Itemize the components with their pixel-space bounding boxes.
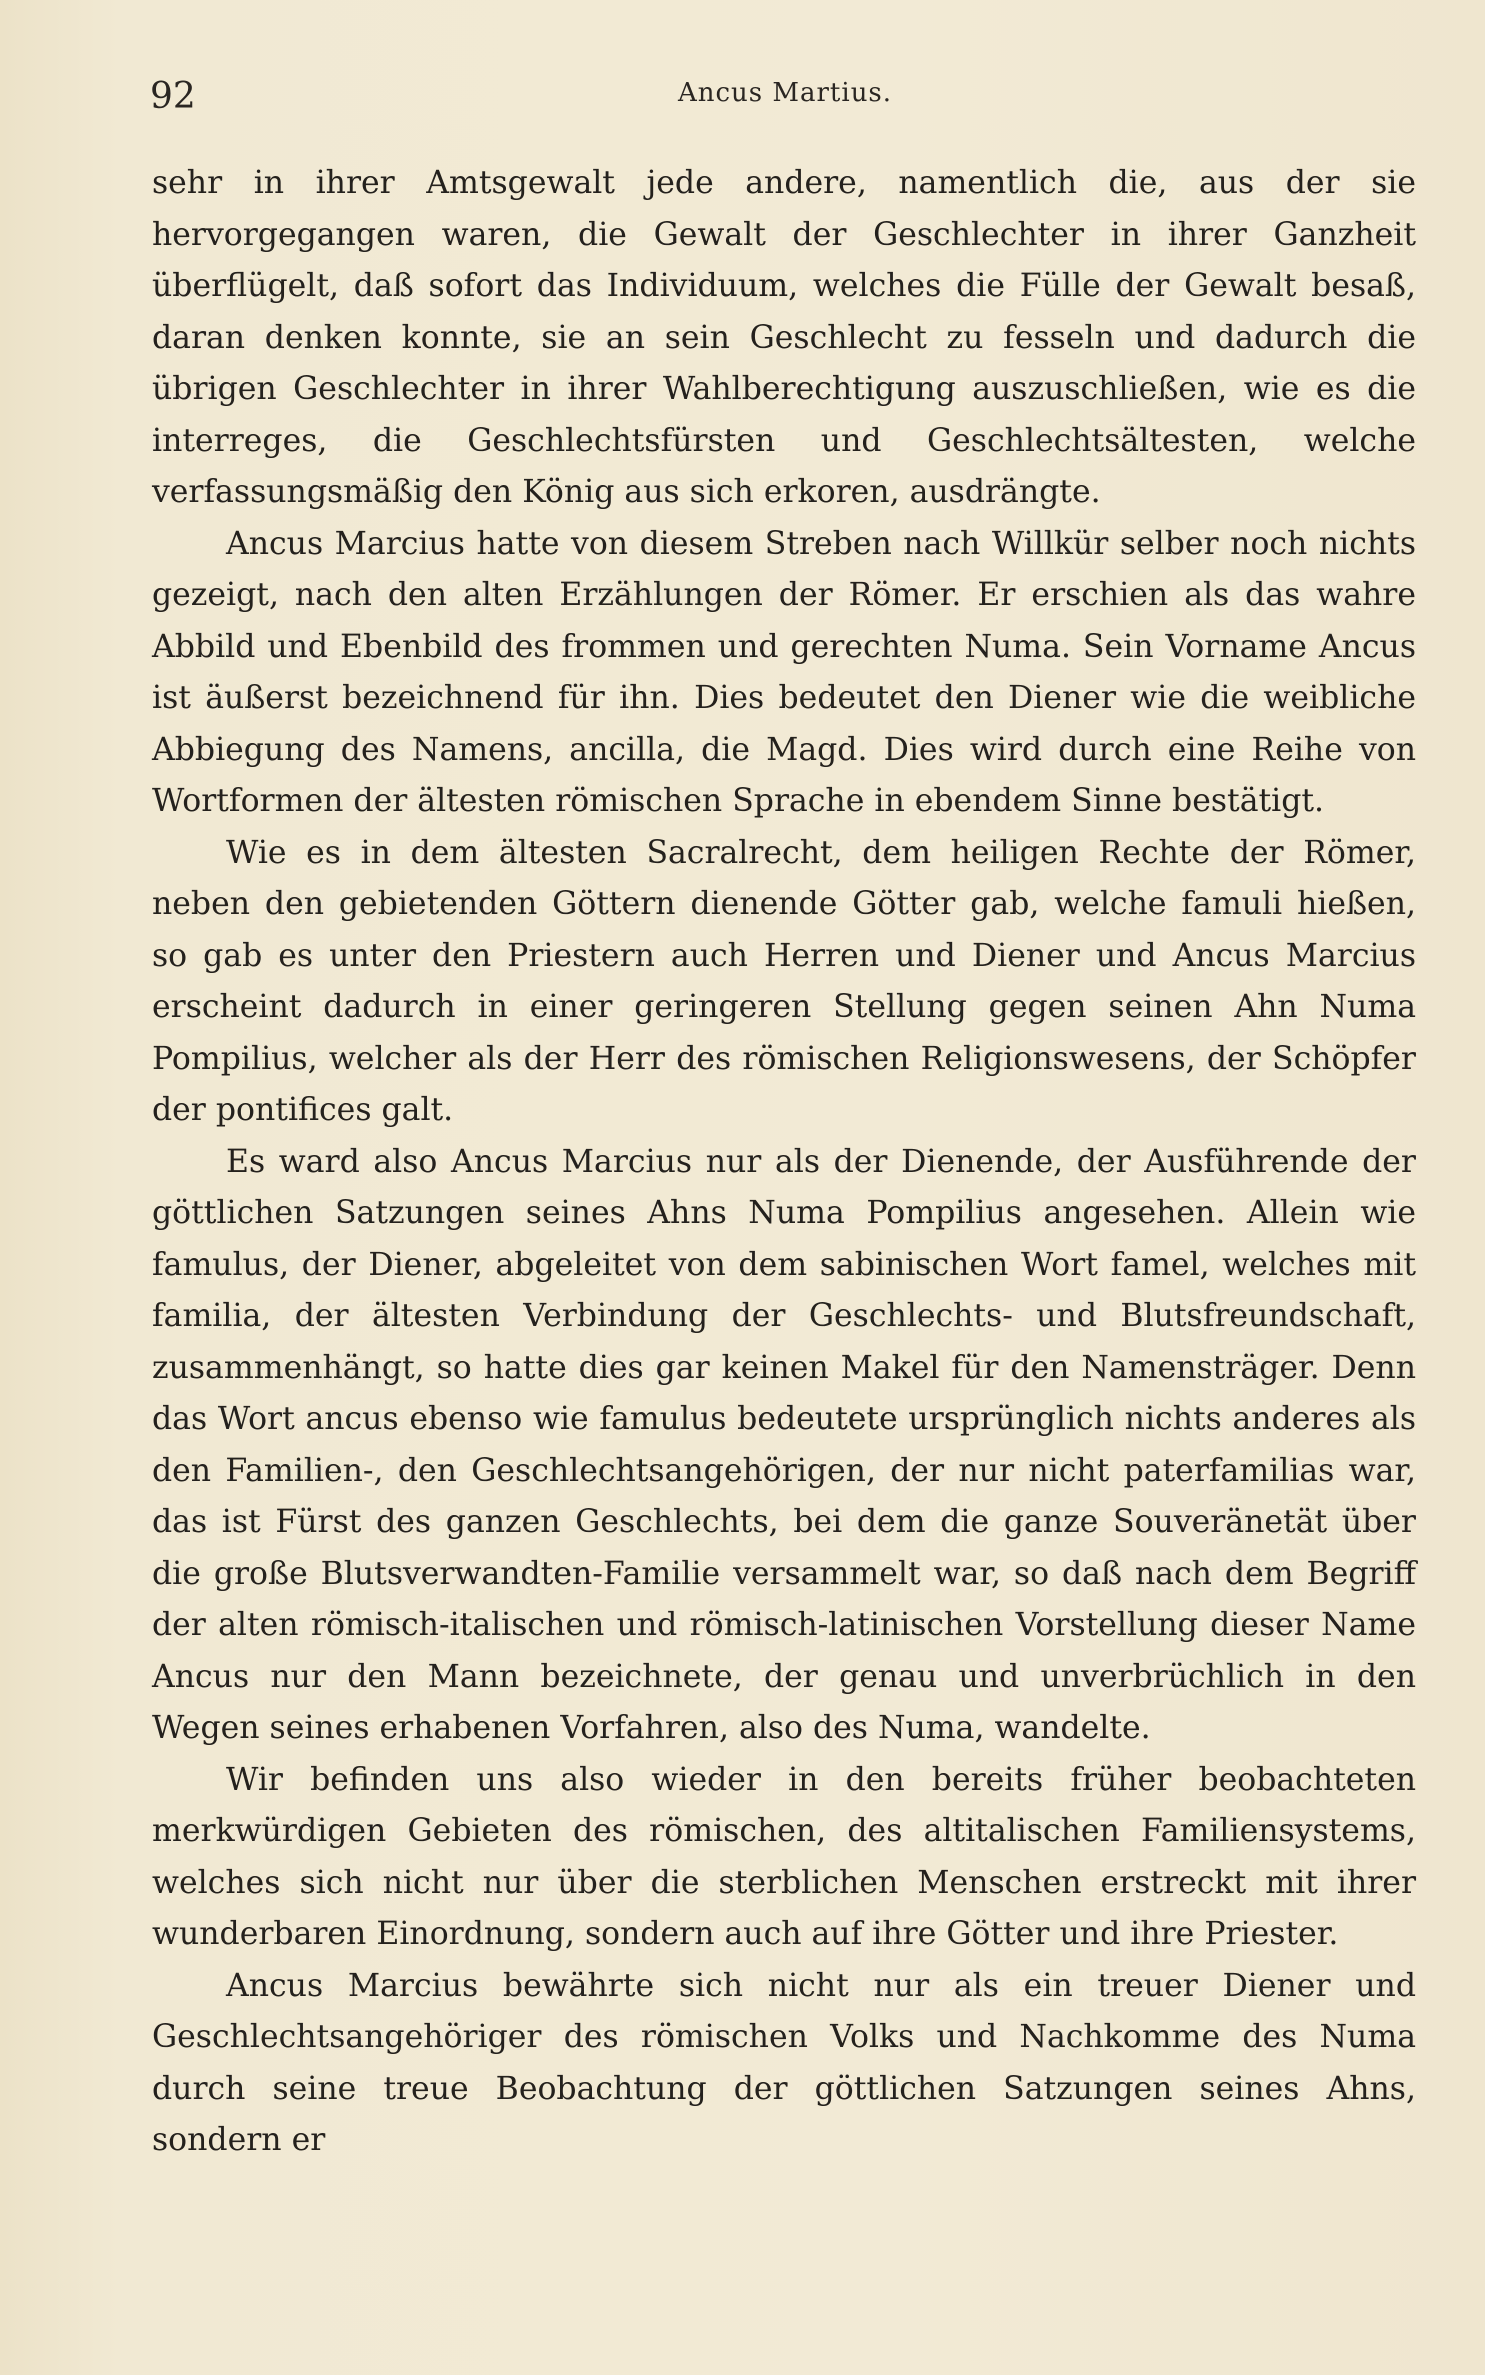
paragraph: Es ward also Ancus Marcius nur als der Dienende, der Ausführende der göttlichen Satzungen seines Ahns Numa Pompilius angesehen. Allein wie famulus, der Diener, abgeleitet von dem sabinischen Wort famel, welches mit familia, der ältesten Verbindung der Geschlechts- und Blutsfreundschaft, zusammenhängt, so hatte dies gar keinen Makel für den Namensträger. Denn das Wort ancus ebenso wie famulus bedeutete ursprünglich nichts anderes als den Familien-, den Geschlechtsangehörigen, der nur nicht paterfamilias war, das ist Fürst des ganzen Geschlechts, bei dem die ganze Souveränetät über die große Blutsverwandten-Familie versammelt war, so daß nach dem Begriff der alten römisch-italischen und römisch-latinischen Vorstellung dieser Name Ancus nur den Mann bezeichnete, der genau und unverbrüchlich in den Wegen seines erhabenen Vorfahren, also des Numa, wandelte. xyxy=(152,1143,1416,1746)
page-header xyxy=(150,76,1420,126)
paragraph: Ancus Marcius bewährte sich nicht nur als ein treuer Diener und Geschlechtsangehöriger des römischen Volks und Nachkomme des Numa durch seine treue Beobachtung der göttlichen Satzungen seines Ahns, sondern er xyxy=(152,1967,1416,2158)
running-head: Ancus Martius. xyxy=(677,78,893,108)
body-text xyxy=(152,158,1416,2167)
page-number: 92 xyxy=(150,76,196,117)
paragraph: Ancus Marcius hatte von diesem Streben nach Willkür selber noch nichts gezeigt, nach den alten Erzählungen der Römer. Er erschien als das wahre Abbild und Ebenbild des frommen und gerechten Numa. Sein Vorname Ancus ist äußerst bezeichnend für ihn. Dies bedeutet den Diener wie die weibliche Abbiegung des Namens, ancilla, die Magd. Dies wird durch eine Reihe von Wortformen der ältesten römischen Sprache in ebendem Sinne bestätigt. xyxy=(152,525,1416,819)
paragraph: Wie es in dem ältesten Sacralrecht, dem heiligen Rechte der Römer, neben den gebietenden Göttern dienende Götter gab, welche famuli hießen, so gab es unter den Priestern auch Herren und Diener und Ancus Marcius erscheint dadurch in einer geringeren Stellung gegen seinen Ahn Numa Pompilius, welcher als der Herr des römischen Religionswesens, der Schöpfer der pontifices galt. xyxy=(152,834,1416,1128)
paragraph: Wir befinden uns also wieder in den bereits früher beobachteten merkwürdigen Gebieten des römischen, des altitalischen Familiensystems, welches sich nicht nur über die sterblichen Menschen erstreckt mit ihrer wunderbaren Einordnung, sondern auch auf ihre Götter und ihre Priester. xyxy=(152,1761,1416,1952)
paragraph: sehr in ihrer Amtsgewalt jede andere, namentlich die, aus der sie hervorgegangen waren, die Gewalt der Geschlechter in ihrer Ganzheit überflügelt, daß sofort das Individuum, welches die Fülle der Gewalt besaß, daran denken konnte, sie an sein Geschlecht zu fesseln und dadurch die übrigen Geschlechter in ihrer Wahlberechtigung auszuschließen, wie es die interreges, die Geschlechtsfürsten und Geschlechtsältesten, welche verfassungsmäßig den König aus sich erkoren, ausdrängte. xyxy=(152,165,1416,510)
